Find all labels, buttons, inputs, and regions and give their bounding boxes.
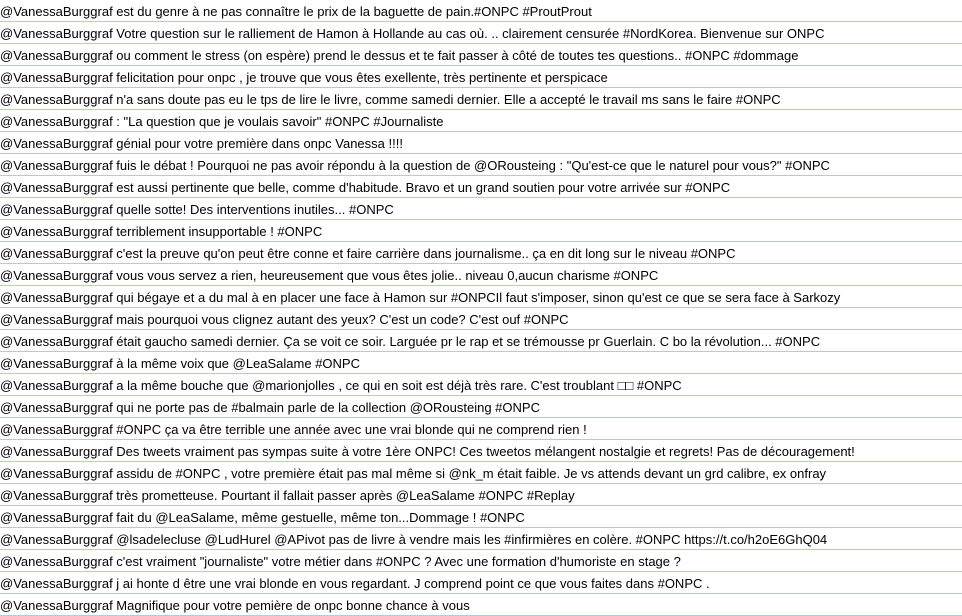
tweet-row[interactable] (0, 374, 962, 396)
tweet-row[interactable] (0, 594, 962, 616)
tweet-text: @VanessaBurggraf fait du @LeaSalame, même gestuelle, même ton...Dommage ! #ONPC (0, 510, 525, 525)
tweet-row[interactable] (0, 550, 962, 572)
tweet-text: @VanessaBurggraf à la même voix que @LeaSalame #ONPC (0, 356, 360, 371)
tweet-text: @VanessaBurggraf vous vous servez a rien, heureusement que vous êtes jolie.. niveau 0,aucun charisme #ONPC (0, 268, 659, 283)
tweet-text: @VanessaBurggraf fuis le débat ! Pourquoi ne pas avoir répondu à la question de @ORousteing : "Qu'est-ce que le naturel pour vous?" #ONPC (0, 158, 830, 173)
tweet-row[interactable] (0, 506, 962, 528)
tweet-text: @VanessaBurggraf Magnifique pour votre pemière de onpc bonne chance à vous (0, 598, 470, 613)
tweet-text: @VanessaBurggraf ou comment le stress (on espère) prend le dessus et te fait passer à côté de toutes tes questions.. #ONPC #dommage (0, 48, 799, 63)
tweet-text: @VanessaBurggraf terriblement insupportable ! #ONPC (0, 224, 323, 239)
tweet-text: @VanessaBurggraf c'est la preuve qu'on peut être conne et faire carrière dans journalisme.. ça en dit long sur le niveau #ONPC (0, 246, 736, 261)
tweet-row[interactable] (0, 88, 962, 110)
tweet-text: @VanessaBurggraf n'a sans doute pas eu le tps de lire le livre, comme samedi dernier. Elle a accepté le travail ms sans le faire #ONPC (0, 92, 781, 107)
tweet-row[interactable] (0, 308, 962, 330)
tweet-text: @VanessaBurggraf génial pour votre première dans onpc Vanessa !!!! (0, 136, 403, 151)
tweet-text: @VanessaBurggraf mais pourquoi vous clignez autant des yeux? C'est un code? C'est ouf #ONPC (0, 312, 569, 327)
tweet-text: @VanessaBurggraf felicitation pour onpc , je trouve que vous êtes exellente, très pertinente et perspicace (0, 70, 608, 85)
tweet-row[interactable] (0, 132, 962, 154)
tweet-row[interactable] (0, 110, 962, 132)
tweet-row[interactable] (0, 22, 962, 44)
tweet-row[interactable] (0, 264, 962, 286)
tweet-row[interactable] (0, 198, 962, 220)
tweet-row[interactable] (0, 572, 962, 594)
tweet-text: @VanessaBurggraf est du genre à ne pas connaître le prix de la baguette de pain.#ONPC #ProutProut (0, 4, 592, 19)
tweet-row[interactable] (0, 484, 962, 506)
tweet-row[interactable] (0, 0, 962, 22)
tweet-row[interactable] (0, 330, 962, 352)
tweet-text: @VanessaBurggraf qui ne porte pas de #balmain parle de la collection @ORousteing #ONPC (0, 400, 540, 415)
tweet-text: @VanessaBurggraf Des tweets vraiment pas sympas suite à votre 1ère ONPC! Ces tweetos mélangent nostalgie et regrets! Pas de découragement! (0, 444, 855, 459)
tweet-row[interactable] (0, 66, 962, 88)
tweet-row[interactable] (0, 154, 962, 176)
tweet-row[interactable] (0, 396, 962, 418)
tweet-text: @VanessaBurggraf c'est vraiment "journaliste" votre métier dans #ONPC ? Avec une formation d'humoriste en stage ? (0, 554, 681, 569)
tweet-row[interactable] (0, 528, 962, 550)
tweet-row[interactable] (0, 418, 962, 440)
tweet-row[interactable] (0, 176, 962, 198)
tweet-text: @VanessaBurggraf était gaucho samedi dernier. Ça se voit ce soir. Larguée pr le rap et se trémousse pr Guerlain. C bo la révolution... #ONPC (0, 334, 821, 349)
tweet-text: @VanessaBurggraf assidu de #ONPC , votre première était pas mal même si @nk_m était faible. Je vs attends devant un grd calibre, ex onfray (0, 466, 827, 481)
tweet-text: @VanessaBurggraf j ai honte d être une vrai blonde en vous regardant. J comprend point ce que vous faites dans #ONPC . (0, 576, 710, 591)
tweet-row[interactable] (0, 220, 962, 242)
tweet-text: @VanessaBurggraf : "La question que je voulais savoir" #ONPC #Journaliste (0, 114, 444, 129)
tweet-text: @VanessaBurggraf est aussi pertinente que belle, comme d'habitude. Bravo et un grand soutien pour votre arrivée sur #ONPC (0, 180, 731, 195)
tweet-text: @VanessaBurggraf @lsadelecluse @LudHurel @APivot pas de livre à vendre mais les #infirmières en colère. #ONPC https://t.co/h2oE6GhQ04 (0, 532, 828, 547)
tweet-text: @VanessaBurggraf Votre question sur le ralliement de Hamon à Hollande au cas où. .. clairement censurée #NordKorea. Bienvenue sur ONPC (0, 26, 825, 41)
tweet-row[interactable] (0, 44, 962, 66)
tweet-row[interactable] (0, 286, 962, 308)
tweet-text: @VanessaBurggraf a la même bouche que @marionjolles , ce qui en soit est déjà très rare. C'est troublant □□ #ONPC (0, 378, 682, 393)
tweet-row[interactable] (0, 440, 962, 462)
tweet-row[interactable] (0, 462, 962, 484)
tweet-text: @VanessaBurggraf #ONPC ça va être terrible une année avec une vrai blonde qui ne comprend rien ! (0, 422, 587, 437)
tweet-text: @VanessaBurggraf qui bégaye et a du mal à en placer une face à Hamon sur #ONPCIl faut s'imposer, sinon qu'est ce que se sera face à Sarkozy (0, 290, 841, 305)
tweet-text: @VanessaBurggraf quelle sotte! Des interventions inutiles... #ONPC (0, 202, 394, 217)
tweet-row[interactable] (0, 242, 962, 264)
tweet-row[interactable] (0, 352, 962, 374)
tweet-text: @VanessaBurggraf très prometteuse. Pourtant il fallait passer après @LeaSalame #ONPC #Replay (0, 488, 575, 503)
